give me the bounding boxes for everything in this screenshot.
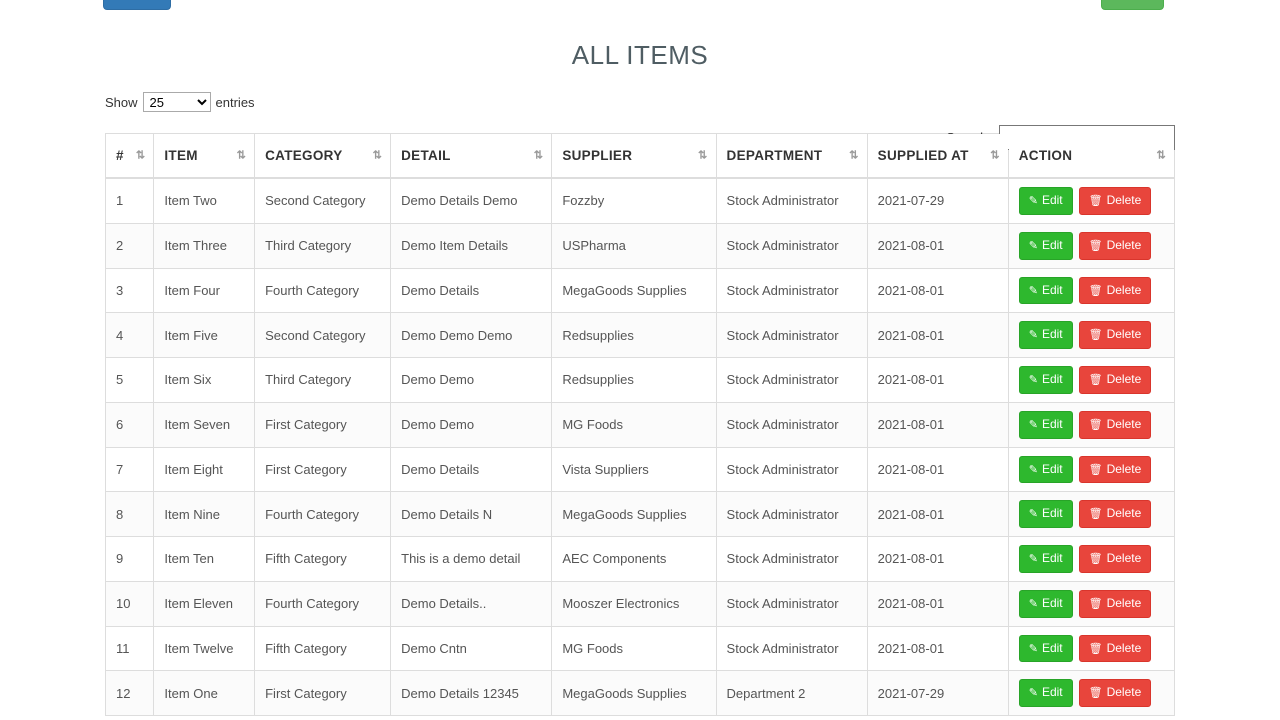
table-body bbox=[106, 178, 1175, 716]
edit-button[interactable] bbox=[1019, 187, 1073, 215]
entries-label: entries bbox=[215, 94, 255, 110]
row-item: Item Four bbox=[154, 268, 255, 313]
delete-button-label: Delete bbox=[1106, 595, 1142, 610]
row-actions bbox=[1008, 537, 1174, 582]
column-label: CATEGORY bbox=[265, 148, 343, 163]
row-actions bbox=[1008, 402, 1174, 447]
row-category: First Category bbox=[255, 402, 391, 447]
row-detail: Demo Cntn bbox=[391, 626, 552, 671]
back-button[interactable] bbox=[103, 0, 171, 10]
row-actions bbox=[1008, 223, 1174, 268]
row-supplier: Redsupplies bbox=[552, 358, 716, 403]
row-actions bbox=[1008, 626, 1174, 671]
pencil-icon: ✎ bbox=[1028, 239, 1038, 252]
row-num: 3 bbox=[106, 268, 154, 313]
pencil-icon: ✎ bbox=[1028, 374, 1038, 386]
edit-button[interactable] bbox=[1019, 590, 1073, 618]
row-department: Department 2 bbox=[716, 671, 867, 716]
edit-button-label: Edit bbox=[1041, 595, 1063, 610]
pencil-icon: ✎ bbox=[1028, 329, 1038, 342]
table-row bbox=[106, 268, 1175, 313]
row-category: Fourth Category bbox=[255, 492, 391, 537]
row-department: Stock Administrator bbox=[716, 402, 867, 447]
row-item: Item Eleven bbox=[154, 581, 255, 626]
row-detail: Demo Details bbox=[391, 447, 552, 492]
delete-button-label: Delete bbox=[1106, 461, 1142, 476]
delete-button[interactable] bbox=[1079, 277, 1152, 305]
row-supplier: MegaGoods Supplies bbox=[552, 671, 716, 716]
row-actions bbox=[1008, 447, 1174, 492]
row-department: Stock Administrator bbox=[716, 223, 867, 268]
edit-button-label: Edit bbox=[1041, 506, 1063, 521]
table-row bbox=[106, 402, 1175, 447]
delete-button[interactable] bbox=[1079, 456, 1152, 484]
delete-button[interactable] bbox=[1079, 187, 1152, 215]
row-detail: Demo Details bbox=[391, 268, 552, 313]
row-department: Stock Administrator bbox=[716, 581, 867, 626]
sort-icon[interactable]: ⇅ bbox=[1156, 149, 1166, 161]
row-supplier: Fozzby bbox=[552, 178, 716, 223]
row-category: Fifth Category bbox=[255, 537, 391, 582]
row-supplied-at: 2021-08-01 bbox=[867, 402, 1008, 447]
table-row bbox=[106, 178, 1175, 223]
column-label: # bbox=[116, 148, 124, 163]
row-num: 11 bbox=[106, 626, 154, 671]
column-label: ITEM bbox=[164, 148, 198, 163]
delete-button[interactable] bbox=[1079, 321, 1152, 349]
delete-button[interactable] bbox=[1079, 679, 1152, 707]
edit-button[interactable] bbox=[1019, 456, 1073, 484]
row-supplier: Vista Suppliers bbox=[552, 447, 716, 492]
sort-icon[interactable]: ⇅ bbox=[372, 149, 383, 161]
row-detail: Demo Details 12345 bbox=[391, 671, 552, 716]
row-actions bbox=[1008, 492, 1174, 537]
sort-icon[interactable]: ⇅ bbox=[533, 149, 544, 161]
edit-button-label: Edit bbox=[1041, 416, 1063, 431]
column-header-category[interactable] bbox=[255, 134, 391, 179]
row-actions bbox=[1008, 178, 1174, 223]
top-action-bar bbox=[0, 0, 1280, 12]
edit-button[interactable] bbox=[1019, 277, 1073, 305]
edit-button-label: Edit bbox=[1041, 640, 1063, 655]
row-num: 8 bbox=[106, 492, 154, 537]
trash-icon: 🗑 bbox=[1088, 329, 1103, 342]
edit-button-label: Edit bbox=[1041, 685, 1063, 700]
items-table bbox=[105, 133, 1175, 716]
row-actions bbox=[1008, 268, 1174, 313]
row-supplied-at: 2021-08-01 bbox=[867, 223, 1008, 268]
delete-button-label: Delete bbox=[1106, 372, 1142, 386]
table-row bbox=[106, 313, 1175, 358]
row-actions bbox=[1008, 358, 1174, 403]
row-num: 12 bbox=[106, 671, 154, 716]
row-num: 1 bbox=[106, 178, 154, 223]
row-item: Item One bbox=[154, 671, 255, 716]
row-category: Fourth Category bbox=[255, 581, 391, 626]
row-detail: Demo Details N bbox=[391, 492, 552, 537]
page-length-select[interactable] bbox=[143, 92, 211, 112]
pencil-icon: ✎ bbox=[1028, 284, 1038, 297]
trash-icon: 🗑 bbox=[1088, 642, 1103, 655]
row-item: Item Twelve bbox=[154, 626, 255, 671]
delete-button[interactable] bbox=[1079, 232, 1152, 260]
row-supplier: Redsupplies bbox=[552, 313, 716, 358]
delete-button-label: Delete bbox=[1106, 506, 1142, 521]
delete-button-label: Delete bbox=[1106, 282, 1142, 297]
column-header-action[interactable] bbox=[1008, 134, 1174, 179]
row-item: Item Three bbox=[154, 223, 255, 268]
delete-button-label: Delete bbox=[1106, 416, 1142, 431]
row-num: 10 bbox=[106, 581, 154, 626]
edit-button[interactable] bbox=[1019, 321, 1073, 349]
back-button-label bbox=[129, 0, 158, 1]
page-title: ALL ITEMS bbox=[571, 40, 709, 70]
table-row bbox=[106, 223, 1175, 268]
table-container bbox=[105, 91, 1175, 716]
row-num: 9 bbox=[106, 537, 154, 582]
add-button-label bbox=[1128, 0, 1151, 1]
delete-button-label: Delete bbox=[1106, 193, 1142, 207]
row-item: Item Six bbox=[154, 358, 255, 403]
row-detail: Demo Demo bbox=[391, 358, 552, 403]
pencil-icon: ✎ bbox=[1028, 195, 1038, 207]
delete-button[interactable] bbox=[1079, 635, 1152, 663]
trash-icon: 🗑 bbox=[1088, 597, 1103, 610]
page-length-control bbox=[105, 92, 255, 112]
edit-button[interactable] bbox=[1019, 500, 1073, 528]
delete-button-label: Delete bbox=[1106, 327, 1142, 342]
sort-icon[interactable]: ⇅ bbox=[698, 149, 708, 161]
pencil-icon: ✎ bbox=[1028, 508, 1038, 521]
column-header-supplier[interactable] bbox=[552, 134, 716, 179]
column-label: ACTION bbox=[1018, 148, 1073, 163]
row-supplier: MG Foods bbox=[552, 402, 716, 447]
row-category: Fifth Category bbox=[255, 626, 391, 671]
chevron-left-icon bbox=[116, 0, 124, 1]
edit-button-label: Edit bbox=[1041, 372, 1063, 386]
row-department: Stock Administrator bbox=[716, 358, 867, 403]
column-header-supplied-at[interactable] bbox=[867, 134, 1008, 179]
row-supplied-at: 2021-07-29 bbox=[867, 178, 1008, 223]
row-department: Stock Administrator bbox=[716, 537, 867, 582]
row-category: Second Category bbox=[255, 313, 391, 358]
trash-icon: 🗑 bbox=[1088, 195, 1103, 207]
row-supplied-at: 2021-08-01 bbox=[867, 447, 1008, 492]
row-detail: This is a demo detail bbox=[391, 537, 552, 582]
row-supplier: AEC Components bbox=[552, 537, 716, 582]
row-category: Third Category bbox=[255, 358, 391, 403]
edit-button[interactable] bbox=[1019, 411, 1073, 439]
edit-button[interactable] bbox=[1019, 232, 1073, 260]
row-supplied-at: 2021-08-01 bbox=[867, 537, 1008, 582]
delete-button[interactable] bbox=[1079, 366, 1152, 394]
add-button[interactable] bbox=[1101, 0, 1164, 10]
row-detail: Demo Item Details bbox=[391, 223, 552, 268]
trash-icon: 🗑 bbox=[1088, 508, 1103, 521]
sort-icon[interactable]: ⇅ bbox=[990, 149, 1000, 161]
table-controls bbox=[105, 91, 1175, 113]
row-item: Item Seven bbox=[154, 402, 255, 447]
row-num: 5 bbox=[106, 358, 154, 403]
row-category: First Category bbox=[255, 447, 391, 492]
edit-button[interactable] bbox=[1019, 545, 1073, 573]
table-row bbox=[106, 626, 1175, 671]
edit-button-label: Edit bbox=[1041, 193, 1063, 207]
delete-button[interactable] bbox=[1079, 411, 1152, 439]
row-department: Stock Administrator bbox=[716, 178, 867, 223]
row-supplier: USPharma bbox=[552, 223, 716, 268]
row-department: Stock Administrator bbox=[716, 447, 867, 492]
row-department: Stock Administrator bbox=[716, 268, 867, 313]
pencil-icon: ✎ bbox=[1028, 687, 1038, 700]
row-item: Item Eight bbox=[154, 447, 255, 492]
row-category: Third Category bbox=[255, 223, 391, 268]
edit-button[interactable] bbox=[1019, 635, 1073, 663]
edit-button[interactable] bbox=[1019, 366, 1073, 394]
row-supplied-at: 2021-08-01 bbox=[867, 492, 1008, 537]
row-num: 6 bbox=[106, 402, 154, 447]
trash-icon: 🗑 bbox=[1088, 418, 1103, 431]
table-row bbox=[106, 358, 1175, 403]
row-supplied-at: 2021-08-01 bbox=[867, 581, 1008, 626]
table-head bbox=[106, 134, 1175, 179]
row-actions bbox=[1008, 313, 1174, 358]
row-supplier: Mooszer Electronics bbox=[552, 581, 716, 626]
column-header-item[interactable] bbox=[154, 134, 255, 179]
edit-button-label: Edit bbox=[1041, 282, 1063, 297]
row-department: Stock Administrator bbox=[716, 313, 867, 358]
trash-icon: 🗑 bbox=[1088, 374, 1103, 386]
table-row bbox=[106, 581, 1175, 626]
table-row bbox=[106, 447, 1175, 492]
sort-icon[interactable]: ⇅ bbox=[849, 149, 859, 161]
delete-button-label: Delete bbox=[1106, 685, 1142, 700]
edit-button-label: Edit bbox=[1041, 327, 1063, 342]
row-supplied-at: 2021-07-29 bbox=[867, 671, 1008, 716]
edit-button-label: Edit bbox=[1041, 551, 1063, 565]
trash-icon: 🗑 bbox=[1088, 463, 1103, 476]
row-num: 7 bbox=[106, 447, 154, 492]
row-detail: Demo Demo Demo bbox=[391, 313, 552, 358]
row-detail: Demo Details.. bbox=[391, 581, 552, 626]
row-supplied-at: 2021-08-01 bbox=[867, 358, 1008, 403]
table-row bbox=[106, 492, 1175, 537]
delete-button[interactable] bbox=[1079, 545, 1152, 573]
row-supplied-at: 2021-08-01 bbox=[867, 313, 1008, 358]
column-label: DEPARTMENT bbox=[726, 148, 823, 163]
row-supplier: MegaGoods Supplies bbox=[552, 268, 716, 313]
delete-button-label: Delete bbox=[1106, 551, 1142, 565]
pencil-icon: ✎ bbox=[1028, 418, 1038, 431]
row-supplier: MG Foods bbox=[552, 626, 716, 671]
row-detail: Demo Details Demo bbox=[391, 178, 552, 223]
row-supplied-at: 2021-08-01 bbox=[867, 626, 1008, 671]
row-item: Item Two bbox=[154, 178, 255, 223]
sort-icon[interactable]: ⇅ bbox=[236, 149, 247, 161]
trash-icon: 🗑 bbox=[1088, 687, 1103, 700]
column-header-detail[interactable] bbox=[391, 134, 552, 179]
pencil-icon: ✎ bbox=[1028, 642, 1038, 655]
row-item: Item Nine bbox=[154, 492, 255, 537]
delete-button[interactable] bbox=[1079, 500, 1152, 528]
row-category: Fourth Category bbox=[255, 268, 391, 313]
pencil-icon: ✎ bbox=[1028, 597, 1038, 610]
table-header-row bbox=[106, 134, 1175, 179]
row-supplier: MegaGoods Supplies bbox=[552, 492, 716, 537]
row-num: 2 bbox=[106, 223, 154, 268]
trash-icon: 🗑 bbox=[1088, 284, 1103, 297]
column-label: DETAIL bbox=[401, 148, 451, 163]
show-label: Show bbox=[105, 94, 138, 110]
pencil-icon: ✎ bbox=[1028, 463, 1038, 476]
edit-button-label: Edit bbox=[1041, 237, 1063, 252]
row-num: 4 bbox=[106, 313, 154, 358]
sort-icon[interactable]: ⇅ bbox=[135, 149, 146, 161]
delete-button[interactable] bbox=[1079, 590, 1152, 618]
row-item: Item Five bbox=[154, 313, 255, 358]
row-category: Second Category bbox=[255, 178, 391, 223]
column-label: SUPPLIED AT bbox=[877, 148, 969, 163]
edit-button[interactable] bbox=[1019, 679, 1073, 707]
delete-button-label: Delete bbox=[1106, 640, 1142, 655]
column-header-department[interactable] bbox=[716, 134, 867, 179]
row-detail: Demo Demo bbox=[391, 402, 552, 447]
row-department: Stock Administrator bbox=[716, 492, 867, 537]
row-category: First Category bbox=[255, 671, 391, 716]
row-department: Stock Administrator bbox=[716, 626, 867, 671]
trash-icon: 🗑 bbox=[1088, 553, 1103, 565]
row-supplied-at: 2021-08-01 bbox=[867, 268, 1008, 313]
table-row bbox=[106, 671, 1175, 716]
column-label: SUPPLIER bbox=[562, 148, 633, 163]
trash-icon: 🗑 bbox=[1088, 239, 1103, 252]
plus-icon bbox=[1114, 0, 1123, 1]
delete-button-label: Delete bbox=[1106, 237, 1142, 252]
column-header-num[interactable] bbox=[106, 134, 154, 179]
row-actions bbox=[1008, 671, 1174, 716]
table-row bbox=[106, 537, 1175, 582]
edit-button-label: Edit bbox=[1041, 461, 1063, 476]
row-item: Item Ten bbox=[154, 537, 255, 582]
row-actions bbox=[1008, 581, 1174, 626]
pencil-icon: ✎ bbox=[1028, 553, 1038, 565]
